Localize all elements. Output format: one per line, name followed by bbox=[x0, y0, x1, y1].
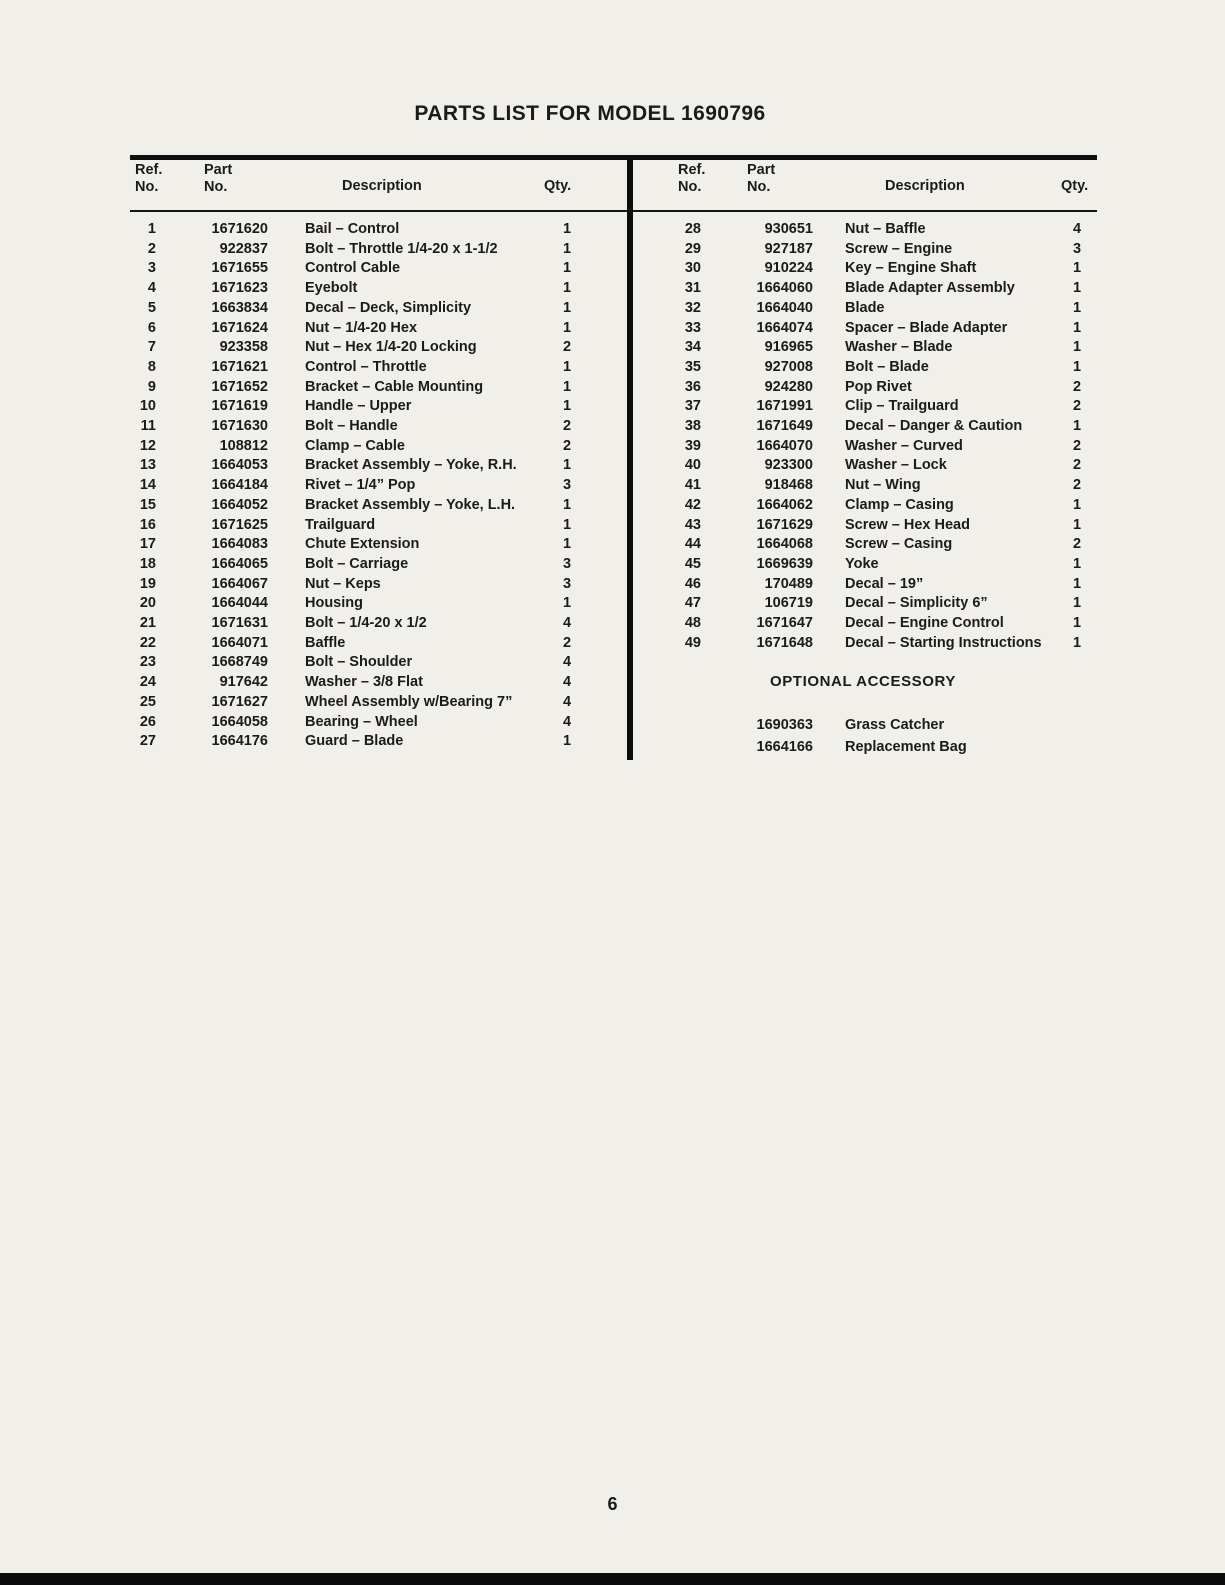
parts-row-part: 1671630 bbox=[211, 418, 268, 435]
parts-row-ref: 43 bbox=[684, 516, 701, 533]
parts-row-qty: 1 bbox=[1072, 418, 1082, 435]
parts-row-part: 1664060 bbox=[756, 280, 813, 297]
parts-row-ref: 33 bbox=[684, 319, 701, 336]
parts-row-desc: Blade Adapter Assembly bbox=[845, 280, 1015, 297]
parts-row-ref: 37 bbox=[684, 398, 701, 415]
parts-row-ref: 36 bbox=[684, 378, 701, 395]
parts-row-ref: 49 bbox=[684, 634, 701, 651]
parts-row-ref: 22 bbox=[139, 634, 156, 651]
header-qty: Qty. bbox=[1061, 178, 1089, 194]
header-ref-line1: Ref. bbox=[135, 162, 163, 178]
parts-row-desc: Yoke bbox=[845, 555, 879, 572]
parts-row bbox=[633, 378, 1093, 398]
parts-row-part: 1671649 bbox=[756, 418, 813, 435]
right-table-body bbox=[633, 212, 1097, 653]
parts-row-qty: 1 bbox=[1072, 299, 1082, 316]
parts-row-desc: Bolt – Throttle 1/4-20 x 1-1/2 bbox=[305, 240, 498, 257]
parts-row-desc: Housing bbox=[305, 595, 363, 612]
parts-row-qty: 1 bbox=[1072, 555, 1082, 572]
parts-row-part: 924280 bbox=[764, 378, 813, 395]
parts-row-part: 923358 bbox=[219, 339, 268, 356]
parts-row-part: 1664062 bbox=[756, 496, 813, 513]
parts-row-part: 916965 bbox=[764, 339, 813, 356]
optional-accessory-row bbox=[633, 736, 1093, 758]
parts-row-desc: Decal – Simplicity 6” bbox=[845, 595, 988, 612]
parts-row-part: 1664053 bbox=[211, 457, 268, 474]
parts-row bbox=[633, 338, 1093, 358]
parts-table-right-half bbox=[633, 160, 1097, 760]
parts-table bbox=[130, 155, 1097, 760]
parts-row-part: 1663834 bbox=[211, 299, 268, 316]
parts-table-left-half bbox=[130, 160, 627, 760]
parts-row-desc: Clamp – Casing bbox=[845, 496, 954, 513]
parts-row-qty: 2 bbox=[562, 339, 572, 356]
parts-row-ref: 24 bbox=[139, 674, 156, 691]
parts-row-desc: Chute Extension bbox=[305, 536, 420, 553]
parts-row-ref: 19 bbox=[139, 575, 156, 592]
parts-row-ref: 6 bbox=[147, 319, 156, 336]
parts-row-ref: 8 bbox=[147, 358, 156, 375]
parts-row-ref: 29 bbox=[684, 240, 701, 257]
parts-row-desc: Clip – Trailguard bbox=[845, 398, 959, 415]
header-ref-line1: Ref. bbox=[678, 162, 706, 178]
optional-accessory-row-ref bbox=[633, 736, 701, 758]
header-part-line2: No. bbox=[204, 178, 228, 195]
parts-row-qty: 1 bbox=[562, 240, 572, 257]
parts-row-part: 922837 bbox=[219, 240, 268, 257]
parts-row-part: 1664068 bbox=[756, 536, 813, 553]
parts-row-desc: Bolt – Shoulder bbox=[305, 654, 413, 671]
parts-row bbox=[130, 476, 582, 496]
parts-row-ref: 39 bbox=[684, 437, 701, 454]
parts-row-ref: 30 bbox=[684, 260, 701, 277]
parts-row-ref: 9 bbox=[147, 378, 156, 395]
parts-row bbox=[633, 575, 1093, 595]
parts-row-desc: Bail – Control bbox=[305, 221, 400, 237]
parts-row-qty: 4 bbox=[562, 693, 572, 710]
parts-row-desc: Nut – 1/4-20 Hex bbox=[305, 319, 418, 336]
parts-row-part: 1671652 bbox=[211, 378, 268, 395]
parts-row-part: 106719 bbox=[764, 595, 813, 612]
parts-row-part: 1664083 bbox=[211, 536, 268, 553]
header-part-no bbox=[747, 162, 775, 195]
parts-row bbox=[130, 240, 582, 260]
parts-row-part: 1664044 bbox=[211, 595, 268, 612]
parts-row-desc: Bracket – Cable Mounting bbox=[305, 378, 484, 395]
parts-row-part: 1671619 bbox=[211, 398, 268, 415]
parts-row-ref: 27 bbox=[139, 733, 156, 750]
parts-row-desc: Wheel Assembly w/Bearing 7” bbox=[305, 693, 513, 710]
parts-row-desc: Decal – Deck, Simplicity bbox=[305, 299, 472, 316]
parts-row bbox=[130, 732, 582, 752]
header-part-line2: No. bbox=[747, 178, 771, 195]
parts-row bbox=[633, 535, 1093, 555]
parts-row-qty: 1 bbox=[562, 733, 572, 750]
parts-row bbox=[130, 614, 582, 634]
parts-row-qty: 1 bbox=[562, 260, 572, 277]
parts-row-qty: 2 bbox=[1072, 378, 1082, 395]
parts-row-part: 1664071 bbox=[211, 634, 268, 651]
parts-row-part: 1671621 bbox=[211, 358, 268, 375]
parts-row-qty: 1 bbox=[1072, 516, 1082, 533]
parts-row bbox=[130, 417, 582, 437]
optional-accessory-row-qty bbox=[1061, 714, 1093, 736]
parts-row bbox=[633, 614, 1093, 634]
parts-row-desc: Washer – Curved bbox=[845, 437, 963, 454]
parts-row-ref: 44 bbox=[684, 536, 701, 553]
parts-row-desc: Screw – Engine bbox=[845, 240, 953, 257]
parts-row bbox=[633, 299, 1093, 319]
parts-row-qty: 1 bbox=[1072, 575, 1082, 592]
parts-row bbox=[130, 319, 582, 339]
parts-row-qty: 3 bbox=[1072, 240, 1082, 257]
parts-row bbox=[633, 594, 1093, 614]
parts-row bbox=[130, 634, 582, 654]
left-table-header bbox=[130, 160, 627, 212]
parts-row-ref: 47 bbox=[684, 595, 701, 612]
parts-row-ref: 35 bbox=[684, 358, 701, 375]
header-part-no bbox=[204, 162, 232, 195]
optional-accessory-title: OPTIONAL ACCESSORY bbox=[769, 673, 957, 691]
parts-row-ref: 3 bbox=[147, 260, 156, 277]
parts-row bbox=[130, 397, 582, 417]
parts-row-qty: 1 bbox=[1072, 339, 1082, 356]
parts-row-ref: 1 bbox=[147, 221, 156, 237]
parts-row-ref: 32 bbox=[684, 299, 701, 316]
parts-row bbox=[130, 279, 582, 299]
parts-row-ref: 26 bbox=[139, 713, 156, 730]
parts-row bbox=[633, 319, 1093, 339]
parts-row bbox=[130, 653, 582, 673]
parts-row bbox=[633, 259, 1093, 279]
parts-row-part: 1671648 bbox=[756, 634, 813, 651]
parts-row bbox=[130, 299, 582, 319]
parts-row bbox=[130, 516, 582, 536]
parts-row bbox=[130, 673, 582, 693]
parts-row-ref: 31 bbox=[684, 280, 701, 297]
parts-row-ref: 11 bbox=[140, 418, 156, 435]
parts-row bbox=[633, 358, 1093, 378]
parts-row-qty: 1 bbox=[562, 299, 572, 316]
page-title: PARTS LIST FOR MODEL 1690796 bbox=[414, 102, 766, 125]
parts-row-part: 1664070 bbox=[756, 437, 813, 454]
parts-row-ref: 4 bbox=[147, 280, 156, 297]
parts-row-qty: 1 bbox=[562, 496, 572, 513]
optional-accessory-row-desc: Grass Catcher bbox=[845, 717, 945, 734]
optional-accessory-body bbox=[633, 706, 1097, 758]
optional-accessory-row-qty bbox=[1061, 736, 1093, 758]
parts-row bbox=[130, 220, 582, 240]
parts-row-qty: 1 bbox=[1072, 634, 1082, 651]
parts-row bbox=[130, 594, 582, 614]
parts-row-desc: Bolt – Handle bbox=[305, 418, 398, 435]
parts-row-desc: Key – Engine Shaft bbox=[845, 260, 977, 277]
header-ref-line2: No. bbox=[678, 178, 702, 195]
parts-row-ref: 7 bbox=[147, 339, 156, 356]
parts-row-part: 1671629 bbox=[756, 516, 813, 533]
header-ref-no bbox=[135, 162, 162, 195]
parts-row-ref: 23 bbox=[139, 654, 156, 671]
parts-row-qty: 1 bbox=[1072, 260, 1082, 277]
parts-row-ref: 17 bbox=[139, 536, 156, 553]
parts-row-part: 108812 bbox=[219, 437, 268, 454]
parts-row-qty: 1 bbox=[1072, 595, 1082, 612]
parts-row-part: 1671631 bbox=[211, 615, 268, 632]
parts-row-desc: Bracket Assembly – Yoke, R.H. bbox=[305, 457, 517, 474]
parts-row-desc: Pop Rivet bbox=[845, 378, 912, 395]
parts-row-desc: Nut – Hex 1/4-20 Locking bbox=[305, 339, 477, 356]
parts-row-qty: 2 bbox=[562, 418, 572, 435]
parts-row-qty: 4 bbox=[562, 674, 572, 691]
parts-row bbox=[633, 220, 1093, 240]
right-table-header bbox=[633, 160, 1097, 212]
parts-row bbox=[130, 535, 582, 555]
parts-row bbox=[633, 476, 1093, 496]
parts-row-part: 1664040 bbox=[756, 299, 813, 316]
parts-row-ref: 42 bbox=[684, 496, 701, 513]
parts-row-qty: 3 bbox=[562, 555, 572, 572]
parts-row-desc: Bearing – Wheel bbox=[305, 713, 418, 730]
parts-row-desc: Clamp – Cable bbox=[305, 437, 405, 454]
parts-row-qty: 1 bbox=[562, 516, 572, 533]
parts-row-qty: 1 bbox=[562, 595, 572, 612]
parts-row-qty: 2 bbox=[1072, 437, 1082, 454]
table-columns bbox=[130, 160, 1097, 760]
parts-row bbox=[130, 693, 582, 713]
parts-row-qty: 1 bbox=[1072, 496, 1082, 513]
parts-row-qty: 1 bbox=[1072, 615, 1082, 632]
parts-row-part: 1671627 bbox=[211, 693, 268, 710]
parts-row-part: 1664067 bbox=[211, 575, 268, 592]
parts-row-qty: 2 bbox=[1072, 398, 1082, 415]
parts-row-qty: 1 bbox=[562, 221, 572, 237]
header-part-line1: Part bbox=[747, 162, 776, 178]
parts-row-qty: 2 bbox=[1072, 477, 1082, 494]
parts-row-qty: 1 bbox=[562, 358, 572, 375]
parts-row bbox=[130, 437, 582, 457]
optional-accessory-row-part: 1664166 bbox=[756, 739, 813, 756]
parts-row-part: 1671647 bbox=[756, 615, 813, 632]
parts-row bbox=[633, 437, 1093, 457]
parts-row-desc: Decal – 19” bbox=[845, 575, 924, 592]
parts-row-part: 1671625 bbox=[211, 516, 268, 533]
parts-row-desc: Bracket Assembly – Yoke, L.H. bbox=[305, 496, 516, 513]
parts-row-part: 1664058 bbox=[211, 713, 268, 730]
parts-row-part: 170489 bbox=[764, 575, 813, 592]
parts-row-desc: Eyebolt bbox=[305, 280, 358, 297]
parts-row-part: 1664065 bbox=[211, 555, 268, 572]
parts-row-part: 1664176 bbox=[211, 733, 268, 750]
parts-row-ref: 38 bbox=[684, 418, 701, 435]
parts-row bbox=[633, 634, 1093, 654]
parts-row-desc: Control – Throttle bbox=[305, 358, 427, 375]
parts-row-part: 918468 bbox=[764, 477, 813, 494]
parts-row-ref: 15 bbox=[139, 496, 156, 513]
parts-row-desc: Screw – Casing bbox=[845, 536, 953, 553]
parts-row bbox=[130, 496, 582, 516]
parts-row bbox=[130, 259, 582, 279]
parts-row-qty: 4 bbox=[562, 654, 572, 671]
parts-row-qty: 1 bbox=[562, 457, 572, 474]
parts-row-desc: Blade bbox=[845, 299, 885, 316]
parts-row bbox=[633, 456, 1093, 476]
parts-row-part: 1664184 bbox=[211, 477, 268, 494]
parts-row-desc: Control Cable bbox=[305, 260, 401, 277]
parts-row-ref: 48 bbox=[684, 615, 701, 632]
parts-row-qty: 1 bbox=[562, 378, 572, 395]
parts-row bbox=[633, 516, 1093, 536]
parts-row-desc: Screw – Hex Head bbox=[845, 516, 970, 533]
parts-row-part: 1671624 bbox=[211, 319, 268, 336]
parts-row-ref: 16 bbox=[139, 516, 156, 533]
parts-row-desc: Spacer – Blade Adapter bbox=[845, 319, 1008, 336]
parts-row bbox=[130, 378, 582, 398]
parts-row bbox=[633, 555, 1093, 575]
parts-row-desc: Guard – Blade bbox=[305, 733, 404, 750]
parts-row-part: 1668749 bbox=[211, 654, 268, 671]
optional-accessory-row-desc: Replacement Bag bbox=[845, 739, 967, 756]
parts-row-ref: 5 bbox=[147, 299, 156, 316]
parts-row-part: 923300 bbox=[764, 457, 813, 474]
parts-row-qty: 4 bbox=[562, 615, 572, 632]
header-description: Description bbox=[342, 178, 422, 194]
parts-row-ref: 2 bbox=[147, 240, 156, 257]
parts-row-qty: 4 bbox=[1072, 221, 1082, 237]
parts-row-qty: 1 bbox=[1072, 280, 1082, 297]
parts-row bbox=[633, 240, 1093, 260]
header-ref-line2: No. bbox=[135, 178, 159, 195]
parts-row-desc: Washer – 3/8 Flat bbox=[305, 674, 423, 691]
parts-row-part: 927008 bbox=[764, 358, 813, 375]
header-ref-no bbox=[678, 162, 705, 195]
parts-row-ref: 13 bbox=[139, 457, 156, 474]
parts-row-part: 1671655 bbox=[211, 260, 268, 277]
parts-row-ref: 25 bbox=[139, 693, 156, 710]
parts-row-ref: 20 bbox=[139, 595, 156, 612]
parts-row-ref: 14 bbox=[139, 477, 156, 494]
parts-row bbox=[130, 555, 582, 575]
parts-row-ref: 21 bbox=[139, 615, 156, 632]
parts-row bbox=[633, 417, 1093, 437]
parts-row-desc: Decal – Danger & Caution bbox=[845, 418, 1023, 435]
parts-row bbox=[130, 456, 582, 476]
parts-row-qty: 1 bbox=[562, 319, 572, 336]
parts-row-desc: Nut – Wing bbox=[845, 477, 921, 494]
left-table-body bbox=[130, 212, 627, 752]
parts-row-desc: Bolt – Carriage bbox=[305, 555, 409, 572]
parts-row-ref: 34 bbox=[684, 339, 701, 356]
parts-row-qty: 1 bbox=[1072, 319, 1082, 336]
parts-row bbox=[633, 496, 1093, 516]
parts-row-qty: 1 bbox=[562, 398, 572, 415]
parts-row-desc: Handle – Upper bbox=[305, 398, 412, 415]
parts-row-qty: 2 bbox=[1072, 536, 1082, 553]
parts-row-desc: Bolt – 1/4-20 x 1/2 bbox=[305, 615, 427, 632]
parts-row bbox=[130, 713, 582, 733]
parts-row-part: 1671991 bbox=[756, 398, 813, 415]
parts-row-part: 1669639 bbox=[756, 555, 813, 572]
optional-accessory-row bbox=[633, 714, 1093, 736]
parts-row-part: 1664074 bbox=[756, 319, 813, 336]
parts-row-part: 910224 bbox=[764, 260, 813, 277]
parts-row bbox=[130, 575, 582, 595]
parts-row bbox=[130, 338, 582, 358]
parts-row-desc: Nut – Baffle bbox=[845, 221, 926, 237]
parts-row bbox=[130, 358, 582, 378]
parts-row-desc: Rivet – 1/4” Pop bbox=[305, 477, 416, 494]
parts-row-desc: Baffle bbox=[305, 634, 346, 651]
page-number: 6 bbox=[607, 1494, 618, 1514]
parts-row bbox=[633, 397, 1093, 417]
parts-row-part: 1671623 bbox=[211, 280, 268, 297]
parts-row-qty: 2 bbox=[562, 437, 572, 454]
scan-bottom-edge bbox=[0, 1573, 1225, 1585]
parts-row-ref: 10 bbox=[139, 398, 156, 415]
parts-row-qty: 1 bbox=[562, 536, 572, 553]
parts-row-qty: 1 bbox=[562, 280, 572, 297]
parts-row-desc: Washer – Lock bbox=[845, 457, 947, 474]
parts-row-ref: 18 bbox=[139, 555, 156, 572]
parts-row-qty: 2 bbox=[1072, 457, 1082, 474]
optional-accessory-row-part: 1690363 bbox=[756, 717, 813, 734]
parts-row-part: 927187 bbox=[764, 240, 813, 257]
parts-row-ref: 45 bbox=[684, 555, 701, 572]
parts-row-part: 1664052 bbox=[211, 496, 268, 513]
parts-row-ref: 28 bbox=[684, 221, 701, 237]
optional-accessory-row-ref bbox=[633, 714, 701, 736]
parts-row-desc: Bolt – Blade bbox=[845, 358, 929, 375]
parts-row-qty: 1 bbox=[1072, 358, 1082, 375]
parts-row-part: 930651 bbox=[764, 221, 813, 237]
parts-row-qty: 2 bbox=[562, 634, 572, 651]
parts-row-ref: 46 bbox=[684, 575, 701, 592]
parts-row-ref: 12 bbox=[139, 437, 156, 454]
parts-row-desc: Decal – Starting Instructions bbox=[845, 634, 1042, 651]
header-description: Description bbox=[885, 178, 965, 194]
parts-row-ref: 40 bbox=[684, 457, 701, 474]
parts-row-desc: Decal – Engine Control bbox=[845, 615, 1004, 632]
parts-row-qty: 3 bbox=[562, 477, 572, 494]
header-part-line1: Part bbox=[204, 162, 233, 178]
parts-row-part: 917642 bbox=[219, 674, 268, 691]
header-qty: Qty. bbox=[544, 178, 572, 194]
parts-row-ref: 41 bbox=[684, 477, 701, 494]
parts-row-desc: Trailguard bbox=[305, 516, 376, 533]
parts-row-qty: 3 bbox=[562, 575, 572, 592]
parts-row-part: 1671620 bbox=[211, 221, 268, 237]
parts-row-desc: Nut – Keps bbox=[305, 575, 381, 592]
parts-row-qty: 4 bbox=[562, 713, 572, 730]
parts-row bbox=[633, 279, 1093, 299]
parts-row-desc: Washer – Blade bbox=[845, 339, 953, 356]
optional-accessory-section bbox=[633, 673, 1097, 758]
